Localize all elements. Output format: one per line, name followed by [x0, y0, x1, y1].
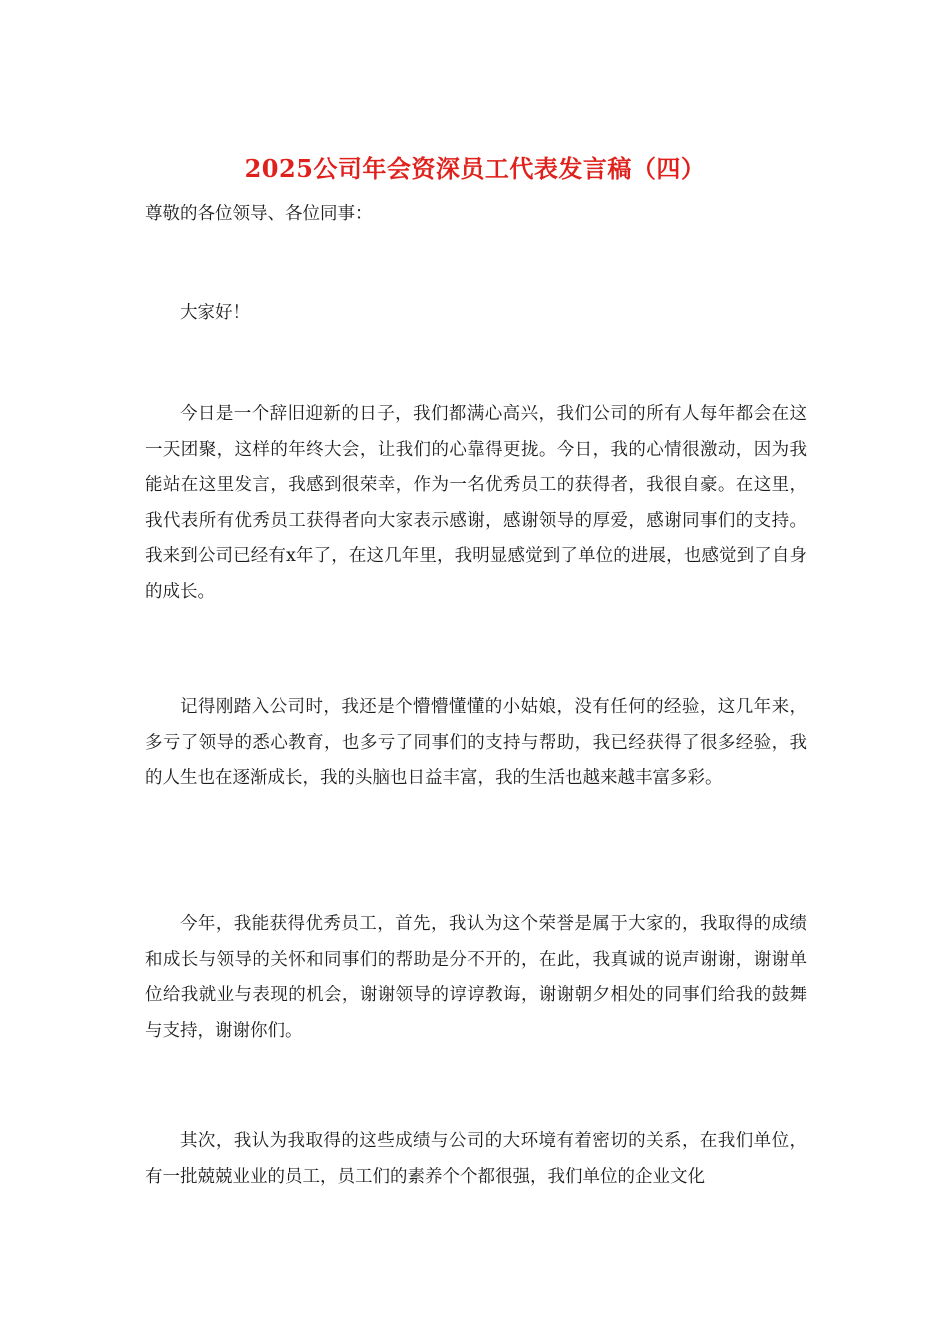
paragraph-greeting: 大家好！ [180, 303, 250, 323]
paragraph-3: 今年，我能获得优秀员工，首先，我认为这个荣誉是属于大家的，我取得的成绩和成长与领导的关怀和同事们的帮助是分不开的，在此，我真诚的说声谢谢，谢谢单位给我就业与表现的机会，谢谢领导的谆谆教诲，谢谢朝夕相处的同事们给我的鼓舞与支持，谢谢你们。 [145, 914, 807, 1041]
paragraph-4: 其次，我认为我取得的这些成绩与公司的大环境有着密切的关系，在我们单位，有一批兢兢业业的员工，员工们的素养个个都很强，我们单位的企业文化 [145, 1131, 807, 1187]
salutation: 尊敬的各位领导、各位同事： [145, 204, 373, 224]
paragraph-1: 今日是一个辞旧迎新的日子，我们都满心高兴，我们公司的所有人每年都会在这一天团聚，这样的年终大会，让我们的心靠得更拢。今日，我的心情很激动，因为我能站在这里发言，我感到很荣幸，作为一名优秀员工的获得者，我很自豪。在这里，我代表所有优秀员工获得者向大家表示感谢，感谢领导的厚爱，感谢同事们的支持。我来到公司已经有x年了，在这几年里，我明显感觉到了单位的进展，也感觉到了自身的成长。 [145, 404, 807, 602]
document-title: 2025公司年会资深员工代表发言稿（四） [244, 154, 706, 183]
paragraph-2: 记得刚踏入公司时，我还是个懵懵懂懂的小姑娘，没有任何的经验，这几年来，多亏了领导的悉心教育，也多亏了同事们的支持与帮助，我已经获得了很多经验，我的人生也在逐渐成长，我的头脑也日益丰富，我的生活也越来越丰富多彩。 [145, 697, 807, 788]
